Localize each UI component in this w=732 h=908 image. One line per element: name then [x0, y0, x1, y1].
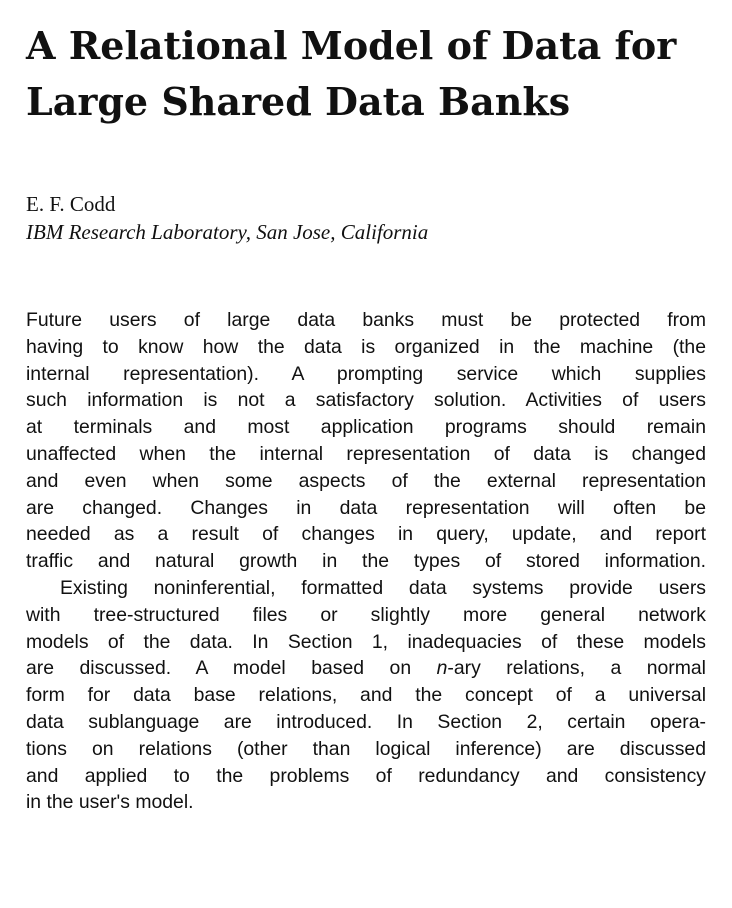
abstract-line: Existing noninferential, formatted data systems provide users — [60, 576, 706, 599]
abstract-line: in the user's model. — [26, 791, 194, 814]
abstract-line: form for data base relations, and the concept of a universal — [26, 684, 706, 707]
abstract-line: models of the data. In Section 1, inadequacies of these models — [26, 630, 706, 653]
paper-title — [26, 18, 718, 130]
abstract-line: are changed. Changes in data representation will often be — [26, 496, 706, 519]
abstract-paragraph-1 — [26, 307, 706, 575]
abstract-line: are discussed. A model based on n-ary relations, a normal — [26, 657, 706, 680]
title-line: A Relational Model of Data for — [26, 23, 677, 68]
abstract-line: Future users of large data banks must be protected from — [26, 309, 706, 331]
abstract-line: unaffected when the internal representation of data is changed — [26, 442, 706, 465]
title-line: Large Shared Data Banks — [26, 79, 571, 124]
abstract-line: and applied to the problems of redundancy and consistency — [26, 764, 706, 787]
abstract-line: tions on relations (other than logical inference) are discussed — [26, 737, 706, 760]
abstract-line: such information is not a satisfactory solution. Activities of users — [26, 389, 706, 412]
italic-n: n — [436, 657, 448, 680]
abstract-line: internal representation). A prompting service which supplies — [26, 362, 706, 385]
abstract-line: and even when some aspects of the external representation — [26, 469, 706, 492]
abstract-paragraph-2 — [26, 575, 706, 816]
abstract-line: with tree-structured files or slightly more general network — [26, 603, 706, 626]
abstract-line: traffic and natural growth in the types of stored information. — [26, 550, 706, 573]
author-name: E. F. Codd — [26, 192, 116, 216]
abstract-line: data sublanguage are introduced. In Section 2, certain opera- — [26, 710, 706, 733]
abstract-line: at terminals and most application programs should remain — [26, 416, 706, 439]
abstract-line: needed as a result of changes in query, update, and report — [26, 523, 706, 546]
author-affiliation: IBM Research Laboratory, San Jose, California — [26, 220, 429, 244]
paper-page — [26, 18, 718, 816]
abstract-line: having to know how the data is organized in the machine (the — [26, 335, 706, 358]
abstract — [26, 307, 706, 816]
